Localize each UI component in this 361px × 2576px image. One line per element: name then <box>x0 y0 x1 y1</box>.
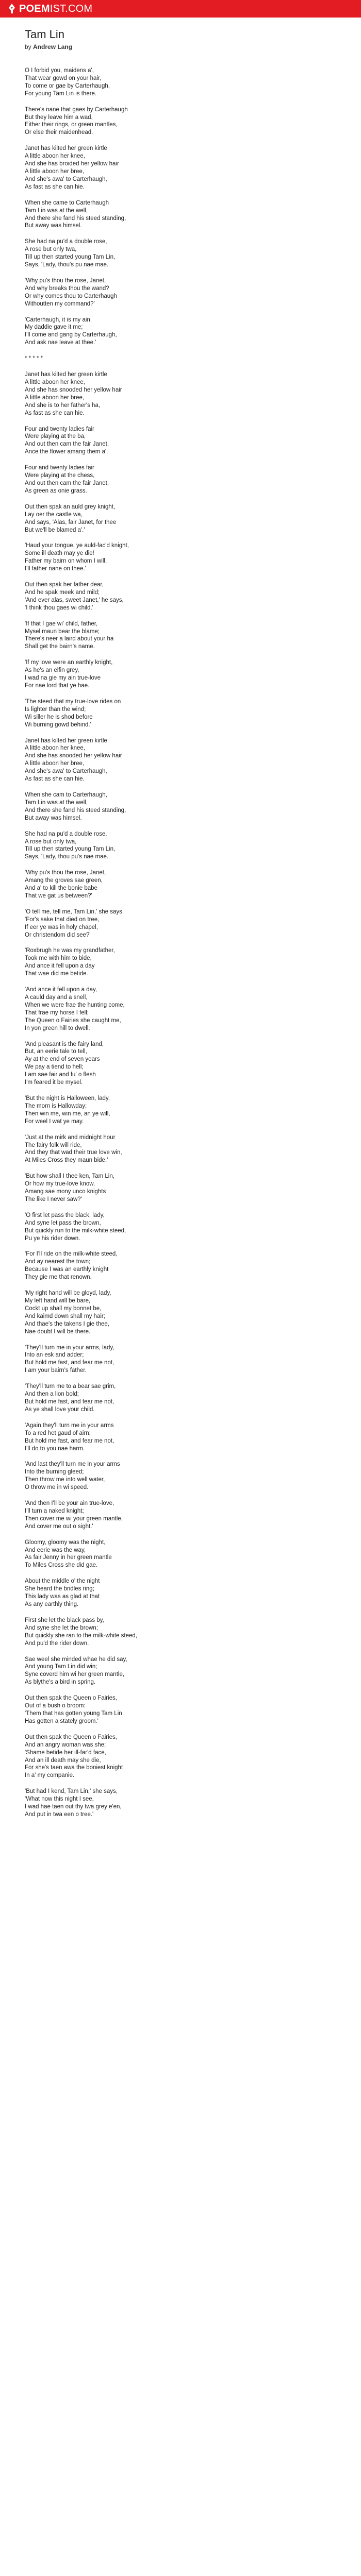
poem-line: Then win me, win me, an ye will, <box>25 1110 110 1117</box>
poem-line: She had na pu'd a double rose, <box>25 239 107 245</box>
stanza <box>25 986 361 1032</box>
stanza <box>25 791 361 822</box>
poem-line: But hold me fast, and fear me not, <box>25 1398 114 1405</box>
poem-line: Wi siller he is shod before <box>25 714 93 720</box>
poem-line: At Miles Cross they maun bide.' <box>25 1157 108 1164</box>
stanza <box>25 869 361 900</box>
poem-line: Is lighter than the wind; <box>25 706 86 713</box>
stanza <box>25 503 361 534</box>
poem-line: The Queen o Fairies she caught me, <box>25 1017 121 1024</box>
poem-line: Then throw me into well water, <box>25 1477 105 1483</box>
poem-line: And then a lion bold; <box>25 1391 79 1398</box>
poem-line: Lay oer the castle wa, <box>25 511 83 518</box>
poem-line: Took me with him to bide, <box>25 955 92 962</box>
poem-line: 'They'll turn me in your arms, lady, <box>25 1344 114 1351</box>
poem-page <box>0 18 361 1819</box>
stanza <box>25 831 361 861</box>
poem-line: Ay at the end of seven years <box>25 1056 100 1063</box>
poem-line: Or how my true-love know, <box>25 1181 95 1188</box>
logo-main-text: POEM <box>19 3 50 14</box>
poem-line: A little aboon her knee, <box>25 379 85 385</box>
poem-line: As any earthly thing. <box>25 1601 79 1607</box>
poem-line: My daddie gave it me; <box>25 324 83 331</box>
stanza <box>25 277 361 308</box>
stanza <box>25 1344 361 1375</box>
stanza <box>25 1212 361 1243</box>
poem-line: If eer ye was in holy chapel, <box>25 924 98 930</box>
stanza <box>25 1656 361 1687</box>
poem-line: Tam Lin was at the well, <box>25 799 88 806</box>
poem-line: 'O first let pass the black, lady, <box>25 1212 105 1218</box>
author-link[interactable]: Andrew Lang <box>33 43 73 50</box>
poem-line: The like I never saw?' <box>25 1196 82 1202</box>
poem-line: A rose but only twa, <box>25 838 77 845</box>
poem-line: A rose but only twa, <box>25 246 77 253</box>
poem-line: 'I think thou gaes wi child.' <box>25 604 93 611</box>
stanza <box>25 145 361 191</box>
stanza <box>25 1578 361 1608</box>
poem-line: They gie me that renown. <box>25 1274 92 1281</box>
stanza <box>25 1173 361 1204</box>
poem-line: Till up then started young Tam Lin, <box>25 846 116 853</box>
poem-line: But away was himsel. <box>25 223 82 229</box>
poem-line: Says, 'Lady, thou's pu nae mae. <box>25 262 109 268</box>
poem-line: This lady was as glad at that <box>25 1594 100 1600</box>
logo-tail-text: IST.COM <box>50 3 93 14</box>
stanza <box>25 1250 361 1281</box>
poem-line: I wad hae taen out thy twa grey e'en, <box>25 1804 122 1810</box>
poem-line: About the middle o' the night <box>25 1578 100 1585</box>
poem-line: 'If that I gae wi' child, father, <box>25 620 98 627</box>
poem-line: And he spak meek and mild; <box>25 589 100 596</box>
poem-line: 'Carterhaugh, it is my ain, <box>25 316 92 323</box>
poem-line: As fair Jenny in her green mantle <box>25 1554 112 1561</box>
poem-line: And why breaks thou the wand? <box>25 285 109 292</box>
stanza <box>25 1095 361 1126</box>
poem-line: As fast as she can hie. <box>25 183 85 190</box>
stanza <box>25 316 361 347</box>
poem-line: For weel I wat ye may. <box>25 1118 84 1125</box>
poem-line: For nae lord that ye hae. <box>25 683 90 689</box>
stanza <box>25 1461 361 1492</box>
poem-line: That wae did me betide. <box>25 971 88 977</box>
stanza <box>25 238 361 269</box>
poem-line: 'If my love were an earthly knight, <box>25 659 113 666</box>
poem-line: Wi burning gowd behind.' <box>25 721 91 728</box>
poem-line: Or why comes thou to Carterhaugh <box>25 293 117 299</box>
stanza <box>25 1383 361 1414</box>
poem-line: And pu'd the rider down. <box>25 1640 89 1647</box>
poem-line: And says, 'Alas, fair Janet, for thee <box>25 519 117 526</box>
stanza <box>25 620 361 651</box>
stanza <box>25 698 361 729</box>
poem-line: That wear gowd on your hair, <box>25 75 102 81</box>
poem-line: 'Roxbrugh he was my grandfather, <box>25 947 115 954</box>
poem-line: Says, 'Lady, thou pu's nae mae. <box>25 854 109 860</box>
poem-line: 'O tell me, tell me, Tam Lin,' she says, <box>25 908 124 915</box>
poem-line: Or else their maidenhead. <box>25 129 93 136</box>
poem-line: 'And last they'll turn me in your arms <box>25 1461 120 1468</box>
poem-line: 'Shame betide her ill-far'd face, <box>25 1749 106 1756</box>
stanza <box>25 1788 361 1819</box>
poem-line: Out then spak the Queen o Fairies, <box>25 1734 117 1740</box>
poem-line: 'For's sake that died on tree, <box>25 916 100 923</box>
poem-line: Into the burning gleed; <box>25 1469 84 1476</box>
poem-line: In a' my companie. <box>25 1772 75 1779</box>
poem-line: And she's awa' to Carterhaugh, <box>25 768 107 775</box>
poem-line: Because I was an earthly knight <box>25 1266 109 1273</box>
poem-line: First she let the black pass by, <box>25 1617 104 1623</box>
poem-line: For she's taen awa the boniest knight <box>25 1765 123 1771</box>
poem-line: And thae's the takens I gie thee, <box>25 1320 109 1327</box>
poem-line: But hold me fast, and fear me not, <box>25 1360 114 1366</box>
stanza <box>25 1694 361 1725</box>
poem-line: Amang the groves sae green, <box>25 877 103 884</box>
poem-line: Father my bairn on whom I will, <box>25 558 107 565</box>
poem-line: Gloomy, gloomy was the night, <box>25 1539 106 1546</box>
poem-line: O throw me in wi speed. <box>25 1484 89 1491</box>
stanza <box>25 355 361 363</box>
poem-line: 'And ance it fell upon a day, <box>25 987 97 993</box>
stanza <box>25 1539 361 1570</box>
poem-line: 'And then I'll be your ain true-love, <box>25 1500 114 1507</box>
poem-line: That frae my horse I fell; <box>25 1009 89 1016</box>
poem-line: When she came to Carterhaugh <box>25 199 109 206</box>
poem-line: But, an eerie tale to tell, <box>25 1048 87 1055</box>
poem-line: Syne coverd him wi her green mantle, <box>25 1671 125 1678</box>
poem-line: Then cover me wi your green mantle, <box>25 1515 123 1522</box>
poem-line: Tam Lin was at the well, <box>25 207 88 214</box>
poem-line: Out then spak her father dear, <box>25 582 104 588</box>
poem-line: And she's awa' to Carterhaugh, <box>25 176 107 182</box>
poem-byline <box>25 43 361 50</box>
poem-line: Withoutten my command?' <box>25 300 95 307</box>
poem-line: And ay nearest the town; <box>25 1259 91 1265</box>
stanza <box>25 1041 361 1087</box>
poem-line: 'The steed that my true-love rides on <box>25 698 121 705</box>
poem-line: 'They'll turn me to a bear sae grim, <box>25 1383 116 1390</box>
stanza <box>25 106 361 137</box>
stanza <box>25 659 361 690</box>
stanza <box>25 67 361 98</box>
poem-line: I am your bairn's father. <box>25 1367 87 1374</box>
stanza <box>25 542 361 573</box>
poem-line: Shall get the bairn's name. <box>25 643 95 650</box>
stanza <box>25 1617 361 1648</box>
stanza <box>25 1134 361 1165</box>
poem-line: 'And pleasant is the fairy land, <box>25 1041 104 1047</box>
poem-line: But quickly run to the milk-white steed, <box>25 1227 126 1234</box>
stanza <box>25 1734 361 1780</box>
poem-line: I'll father nane on thee.' <box>25 566 86 572</box>
poem-line: And put in twa een o tree.' <box>25 1811 94 1818</box>
stanza <box>25 737 361 783</box>
poem-line: Ance the flower amang them a'. <box>25 449 108 455</box>
stanza <box>25 1290 361 1335</box>
poem-line: Has gotten a stately groom.' <box>25 1718 99 1724</box>
by-label: by <box>25 43 31 50</box>
stanza <box>25 199 361 230</box>
poem-line: I'll come and gang by Carterhaugh, <box>25 332 117 338</box>
poem-line: In yon green hill to dwell. <box>25 1025 90 1031</box>
poem-line: Out of a bush o broom: <box>25 1703 86 1709</box>
poem-line: 'Haud your tongue, ye auld-fac'd knight, <box>25 543 129 549</box>
poem-line: 'My right hand will be gloyd, lady, <box>25 1290 111 1297</box>
poem-line: 'Why pu's thou the rose, Janet, <box>25 277 106 284</box>
poem-line: 'For I'll ride on the milk-white steed, <box>25 1251 118 1258</box>
poem-line: And she is to her father's ha, <box>25 402 101 409</box>
poem-title: Tam Lin <box>25 28 65 41</box>
poem-line: When we were frae the hunting come, <box>25 1002 125 1008</box>
poem-line: But hold me fast, and fear me not, <box>25 1437 114 1444</box>
stanza <box>25 464 361 495</box>
poem-line: And kaimd down shall my hair; <box>25 1313 105 1319</box>
poem-line: 'Again they'll turn me in your arms <box>25 1422 114 1429</box>
poem-line: To a red het gaud of airn; <box>25 1430 91 1436</box>
poem-line: Janet has kilted her green kirtle <box>25 371 107 378</box>
site-header <box>0 0 361 18</box>
poem-line: 'But the night is Halloween, lady, <box>25 1095 110 1101</box>
poem-line: Four and twenty ladies fair <box>25 426 94 432</box>
poem-line: Were playing at the ba, <box>25 433 86 440</box>
poem-line: A cauld day and a snell, <box>25 994 88 1001</box>
poem-line: As blythe's a bird in spring. <box>25 1679 96 1686</box>
poem-line: And there she fand his steed standing, <box>25 215 126 222</box>
poem-line: Into an esk and adder; <box>25 1352 84 1359</box>
poem-line: But away was himsel. <box>25 815 82 821</box>
poem-line: A little aboon her bree, <box>25 394 85 401</box>
poem-line: I'm feared it be mysel. <box>25 1079 83 1086</box>
poem-line: As fast as she can hie. <box>25 776 85 783</box>
poem-line: But quickly she ran to the milk-white steed, <box>25 1632 137 1639</box>
poem-line: And she has snooded her yellow hair <box>25 753 122 759</box>
poem-line: 'And ever alas, sweet Janet,' he says, <box>25 597 124 603</box>
quill-nib-icon[interactable] <box>7 4 16 14</box>
poem-line: Nae doubt I will be there. <box>25 1328 91 1335</box>
poem-line: And young Tam Lin did win; <box>25 1664 97 1670</box>
poem-line: Janet has kilted her green kirtle <box>25 145 107 152</box>
poem-line: I wad na gie my ain true-love <box>25 675 101 682</box>
poem-line: 'But had I kend, Tam Lin,' she says, <box>25 1788 118 1795</box>
stanza <box>25 581 361 612</box>
poem-line: And they that wad their true love win, <box>25 1149 122 1156</box>
poem-line: And there she fand his steed standing, <box>25 807 126 814</box>
poem-line: And eerie was the way, <box>25 1547 86 1553</box>
poem-line: A little aboon her bree, <box>25 168 85 175</box>
poem-line: And an ill death may she die, <box>25 1757 101 1764</box>
poem-line: 'What now this night I see, <box>25 1796 94 1803</box>
poem-line: Out then spak an auld grey knight, <box>25 503 116 510</box>
poem-line: A little aboon her knee, <box>25 153 85 160</box>
stanza <box>25 426 361 456</box>
poem-line: That we gat us between?' <box>25 892 92 899</box>
poem-line: Out then spak the Queen o Fairies, <box>25 1695 117 1702</box>
poem-line: Four and twenty ladies fair <box>25 465 94 471</box>
poem-line: And she has broided her yellow hair <box>25 161 119 167</box>
poem-line: As he's an elfin grey, <box>25 667 79 674</box>
poem-line: Pu ye his rider down. <box>25 1235 80 1242</box>
poem-line: I'll do to you nae harm. <box>25 1445 85 1452</box>
poem-line: 'But how shall I thee ken, Tam Lin, <box>25 1173 114 1180</box>
poem-line: As green as onie grass. <box>25 487 87 494</box>
poem-line: 'Just at the mirk and midnight hour <box>25 1134 116 1141</box>
poem-line: But we'll be blamed a'.' <box>25 527 85 533</box>
poem-line: As fast as she can hie. <box>25 410 85 416</box>
poem-line: And she has snooded her yellow hair <box>25 386 122 393</box>
poem-line: Till up then started young Tam Lin, <box>25 254 116 261</box>
poem-line: And a' to kill the bonie babe <box>25 885 97 892</box>
poem-line: There's nane that gaes by Carterhaugh <box>25 106 128 113</box>
poem-line: And out then cam the fair Janet, <box>25 441 109 448</box>
poem-line: And syne she let the brown; <box>25 1624 98 1631</box>
poem-line: Some ill death may ye die! <box>25 550 94 557</box>
poem-line: 'Why pu's thou the rose, Janet, <box>25 870 106 876</box>
poem-line: For young Tam Lin is there. <box>25 90 97 97</box>
poem-line: A little aboon her knee, <box>25 745 85 752</box>
poem-line: I'll turn a naked knight; <box>25 1507 84 1514</box>
stanza <box>25 947 361 978</box>
stanza <box>25 1500 361 1531</box>
poem-line: To Miles Cross she did gae. <box>25 1562 98 1569</box>
stanza <box>25 908 361 939</box>
poem-line: Mysel maun bear the blame; <box>25 628 100 635</box>
poem-line: Amang sae mony unco knights <box>25 1189 106 1195</box>
poem-line: But they leave him a wad, <box>25 114 93 121</box>
poem-line: 'Them that has gotten young Tam Lin <box>25 1710 122 1717</box>
poem-line: And ask nae leave at thee.' <box>25 340 96 346</box>
poem-line: She heard the bridles ring; <box>25 1586 94 1592</box>
poem-body <box>25 67 361 1819</box>
poem-line: Sae weel she minded whae he did say, <box>25 1656 127 1663</box>
poem-line: And cover me out o sight.' <box>25 1523 93 1530</box>
poem-line: Or christendom did see?' <box>25 931 91 938</box>
poem-line: She had na pu'd a double rose, <box>25 831 107 837</box>
poem-line: We pay a tiend to hell; <box>25 1064 84 1071</box>
stanza <box>25 1422 361 1453</box>
stanza <box>25 371 361 417</box>
poem-line: The fairy folk will ride, <box>25 1142 82 1148</box>
poem-line: Either their rings, or green mantles, <box>25 122 118 128</box>
poem-line: I am sae fair and fu' o flesh <box>25 1072 96 1078</box>
poem-line: My left hand will be bare, <box>25 1298 91 1304</box>
poem-line: There's neer a laird about your ha <box>25 636 114 642</box>
poem-line: Cockt up shall my bonnet be, <box>25 1305 102 1312</box>
poem-line: Janet has kilted her green kirtle <box>25 737 107 744</box>
poem-line: As ye shall love your child. <box>25 1406 95 1413</box>
poem-line: The morn is Hallowday; <box>25 1103 87 1109</box>
poem-line: And syne let pass the brown, <box>25 1219 101 1226</box>
site-logo[interactable] <box>19 3 92 15</box>
poem-line: To come or gae by Carterhaugh, <box>25 82 110 89</box>
poem-line: A little aboon her bree, <box>25 760 85 767</box>
poem-line: And ance it fell upon a day <box>25 963 95 970</box>
poem-line: O I forbid you, maidens a', <box>25 67 94 74</box>
poem-line: And out then cam the fair Janet, <box>25 480 109 486</box>
poem-line: Were playing at the chess, <box>25 472 95 479</box>
poem-line: And an angry woman was she; <box>25 1741 106 1748</box>
poem-line: * * * * * <box>25 355 43 362</box>
poem-line: When she cam to Carterhaugh, <box>25 791 107 798</box>
